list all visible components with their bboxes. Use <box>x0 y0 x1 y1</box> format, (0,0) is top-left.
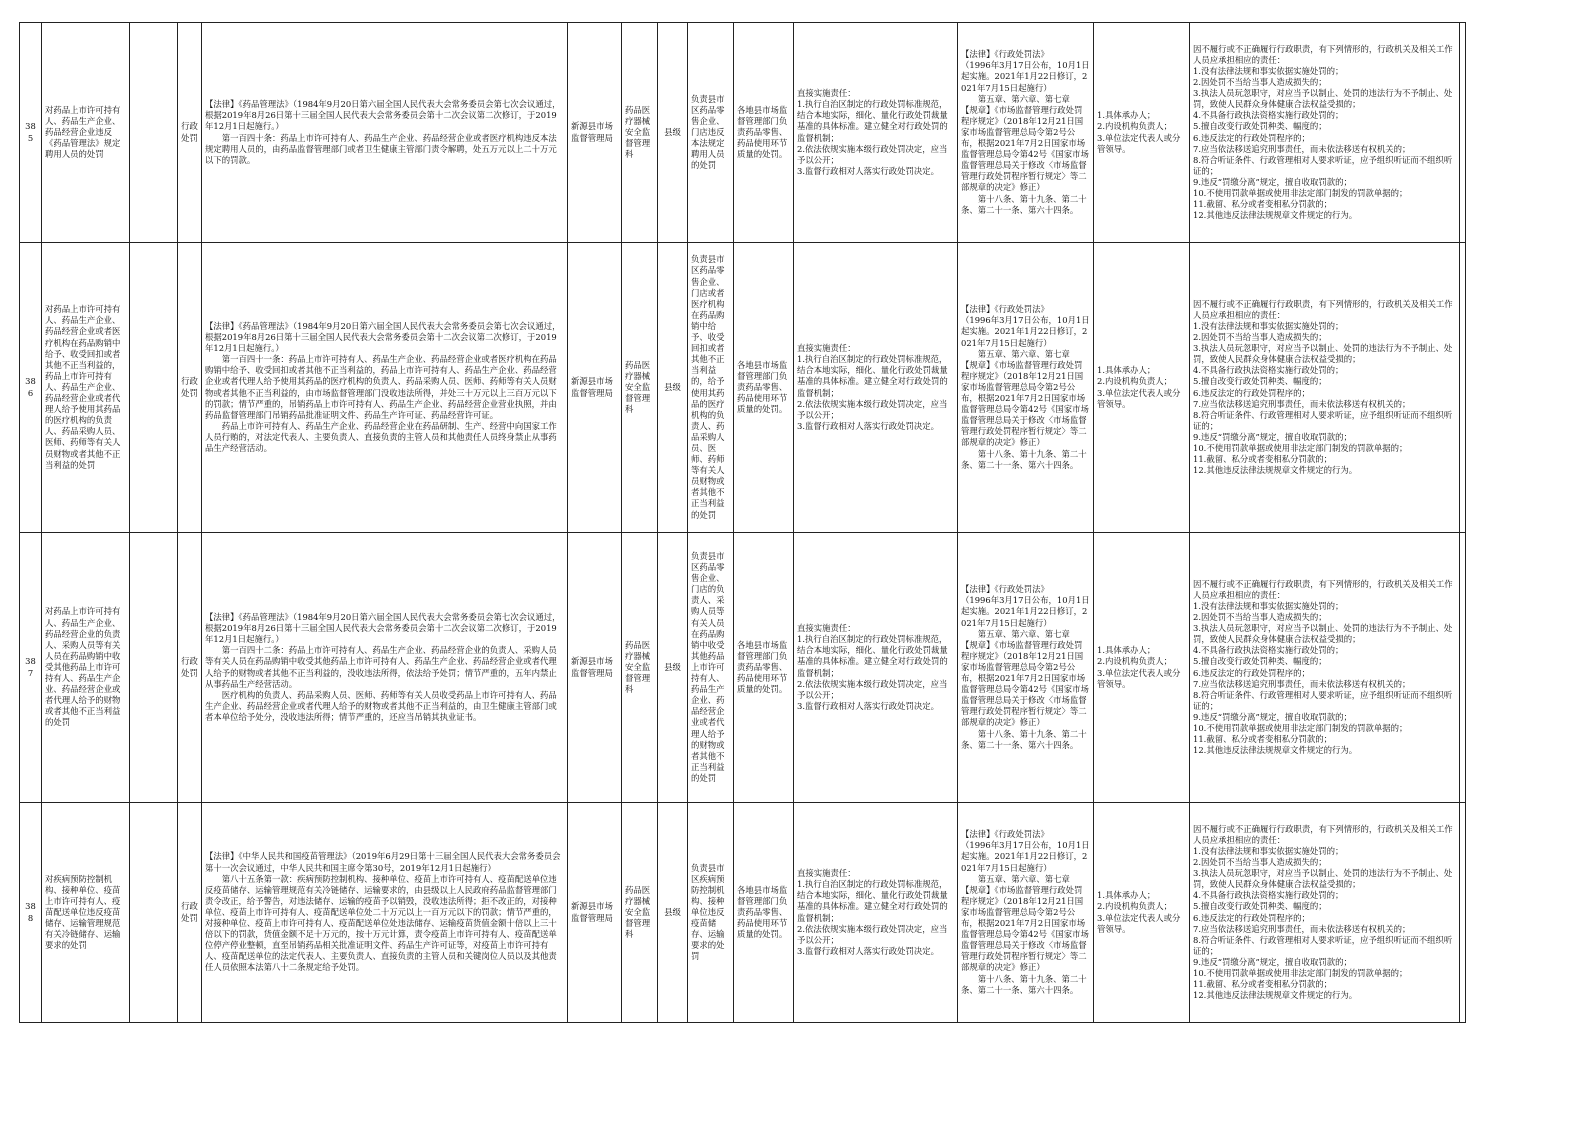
direct-responsibility: 直接实施责任： 1.执行自治区制定的行政处罚标准规范，结合本地实际，细化、量化行政处罚裁量基准的具体标准。建立健全对行政处罚的监督机制； 2.依法依规实施本级行政处罚决定，应当予以公开； 3.监督行政相对人落实行政处罚决定。 <box>794 533 958 803</box>
item-category: 行政处罚 <box>178 243 202 533</box>
liability-items: 因不履行或不正确履行行政职责，有下列情形的，行政机关及相关工作人员应承担相应的责任： 1.没有法律法规和事实依据实施处罚的； 2.因处罚不当给当事人造成损失的； 3.执法人员玩忽职守，对应当予以制止、处罚的违法行为不予制止、处罚，致使人民群众身体健康合法权益受损的； 4.不具备行政执法资格实施行政处罚的； 5.擅自改变行政处罚种类、幅度的； 6.违反法定的行政处罚程序的； 7.应当依法移送追究刑事责任，而未依法移送有权机关的； 8.符合听证条件、行政管理相对人要求听证，应予组织听证而不组织听证的； 9.违反“罚缴分离”规定，擅自收取罚款的； 10.不使用罚款单据或使用非法定部门制发的罚款单据的； 11.截留、私分或者变相私分罚款的； 12.其他违反法律法规规章文件规定的行为。 <box>1190 243 1460 533</box>
remark <box>1460 533 1466 803</box>
sub-item <box>130 243 178 533</box>
town-duty: 各地县市场监督管理部门负责药品零售、药品使用环节质量的处罚。 <box>734 243 794 533</box>
responsible-persons: 1.具体承办人； 2.内设机构负责人； 3.单位法定代表人或分管领导。 <box>1094 803 1190 1023</box>
row-number: 388 <box>20 803 42 1023</box>
implementing-subject: 新源县市场监督管理局 <box>568 23 622 243</box>
admin-level: 县级 <box>658 803 688 1023</box>
implementing-subject: 新源县市场监督管理局 <box>568 803 622 1023</box>
liability-items: 因不履行或不正确履行行政职责，有下列情形的，行政机关及相关工作人员应承担相应的责任： 1.没有法律法规和事实依据实施处罚的； 2.因处罚不当给当事人造成损失的； 3.执法人员玩忽职守，对应当予以制止、处罚的违法行为不予制止、处罚，致使人民群众身体健康合法权益受损的； 4.不具备行政执法资格实施行政处罚的； 5.擅自改变行政处罚种类、幅度的； 6.违反法定的行政处罚程序的； 7.应当依法移送追究刑事责任，而未依法移送有权机关的； 8.符合听证条件、行政管理相对人要求听证，应予组织听证而不组织听证的； 9.违反“罚缴分离”规定，擅自收取罚款的； 10.不使用罚款单据或使用非法定部门制发的罚款单据的； 11.截留、私分或者变相私分罚款的； 12.其他违反法律法规规章文件规定的行为。 <box>1190 533 1460 803</box>
responsibility-law: 【法律】《行政处罚法》 （1996年3月17日公布，10月1日起实施。2021年1月22日修订，2021年7月15日起施行） 第五章、第六章、第七章 【规章】《市场监督管理行政处罚程序规定》（2018年12月21日国家市场监督管理总局令第2号公布，根据2021年7月2日国家市场监督管理总局令第42号《国家市场监督管理总局关于修改〈市场监督管理行政处罚程序暂行规定〉等二部规章的决定》修正） 第十八条、第十九条、第二十条、第二十一条、第六十四条。 <box>958 243 1094 533</box>
responsible-persons: 1.具体承办人； 2.内设机构负责人； 3.单位法定代表人或分管领导。 <box>1094 23 1190 243</box>
legal-basis: 【法律】《药品管理法》（1984年9月20日第六届全国人民代表大会常务委员会第七次会议通过，根据2019年8月26日第十三届全国人民代表大会常务委员会第十二次会议第二次修订，于2019年12月1日起施行。） 第一百四十二条：药品上市许可持有人、药品生产企业、药品经营企业的负责人、采购人员等有关人员在药品购销中收受其他药品上市许可持有人、药品生产企业、药品经营企业或者代理人给予的财物或者其他不正当利益的，没收违法所得，依法给予处罚；情节严重的，五年内禁止从事药品生产经营活动。 医疗机构的负责人、药品采购人员、医师、药师等有关人员收受药品上市许可持有人、药品生产企业、药品经营企业或者代理人给予的财物或者其他不正当利益的，由卫生健康主管部门或者本单位给予处分，没收违法所得；情节严重的，还应当吊销其执业证书。 <box>202 533 568 803</box>
responsible-dept: 药品医疗器械安全监督管理科 <box>622 533 658 803</box>
direct-responsibility: 直接实施责任： 1.执行自治区制定的行政处罚标准规范，结合本地实际，细化、量化行政处罚裁量基准的具体标准。建立健全对行政处罚的监督机制； 2.依法依规实施本级行政处罚决定，应当予以公开； 3.监督行政相对人落实行政处罚决定。 <box>794 803 958 1023</box>
direct-responsibility: 直接实施责任： 1.执行自治区制定的行政处罚标准规范，结合本地实际，细化、量化行政处罚裁量基准的具体标准。建立健全对行政处罚的监督机制； 2.依法依规实施本级行政处罚决定，应当予以公开； 3.监督行政相对人落实行政处罚决定。 <box>794 243 958 533</box>
table-row <box>20 23 1466 243</box>
responsible-persons: 1.具体承办人； 2.内设机构负责人； 3.单位法定代表人或分管领导。 <box>1094 533 1190 803</box>
item-category: 行政处罚 <box>178 533 202 803</box>
remark <box>1460 243 1466 533</box>
responsibility-law: 【法律】《行政处罚法》 （1996年3月17日公布，10月1日起实施。2021年1月22日修订，2021年7月15日起施行） 第五章、第六章、第七章 【规章】《市场监督管理行政处罚程序规定》（2018年12月21日国家市场监督管理总局令第2号公布，根据2021年7月2日国家市场监督管理总局令第42号《国家市场监督管理总局关于修改〈市场监督管理行政处罚程序暂行规定〉等二部规章的决定》修正） 第十八条、第十九条、第二十条、第二十一条、第六十四条。 <box>958 803 1094 1023</box>
responsibility-law: 【法律】《行政处罚法》 （1996年3月17日公布，10月1日起实施。2021年1月22日修订，2021年7月15日起施行） 第五章、第六章、第七章 【规章】《市场监督管理行政处罚程序规定》（2018年12月21日国家市场监督管理总局令第2号公布，根据2021年7月2日国家市场监督管理总局令第42号《国家市场监督管理总局关于修改〈市场监督管理行政处罚程序暂行规定〉等二部规章的决定》修正） 第十八条、第十九条、第二十条、第二十一条、第六十四条。 <box>958 533 1094 803</box>
legal-basis: 【法律】《药品管理法》（1984年9月20日第六届全国人民代表大会常务委员会第七次会议通过，根据2019年8月26日第十三届全国人民代表大会常务委员会第十二次会议第二次修订，于2019年12月1日起施行。） 第一百四十一条：药品上市许可持有人、药品生产企业、药品经营企业或者医疗机构在药品购销中给予、收受回扣或者其他不正当利益的，药品上市许可持有人、药品生产企业、药品经营企业或者代理人给予使用其药品的医疗机构的负责人、药品采购人员、医师、药师等有关人员财物或者其他不正当利益的，由市场监督管理部门没收违法所得，并处三十万元以上三百万元以下的罚款；情节严重的，吊销药品上市许可持有人、药品生产企业、药品经营企业营业执照，并由药品监督管理部门吊销药品批准证明文件、药品生产许可证、药品经营许可证。 药品上市许可持有人、药品生产企业、药品经营企业在药品研制、生产、经营中向国家工作人员行贿的，对法定代表人、主要负责人、直接负责的主管人员和其他责任人员终身禁止从事药品生产经营活动。 <box>202 243 568 533</box>
item-category: 行政处罚 <box>178 23 202 243</box>
responsibility-table <box>19 22 1466 1023</box>
responsible-dept: 药品医疗器械安全监督管理科 <box>622 23 658 243</box>
admin-level: 县级 <box>658 533 688 803</box>
item-name: 对药品上市许可持有人、药品生产企业、药品经营企业或者医疗机构在药品购销中给予、收受回扣或者其他不正当利益的，药品上市许可持有人、药品生产企业、药品经营企业或者代理人给予使用其药品的医疗机构的负责人、药品采购人员、医师、药师等有关人员财物或者其他不正当利益的处罚 <box>42 243 130 533</box>
liability-items: 因不履行或不正确履行行政职责，有下列情形的，行政机关及相关工作人员应承担相应的责任： 1.没有法律法规和事实依据实施处罚的； 2.因处罚不当给当事人造成损失的； 3.执法人员玩忽职守，对应当予以制止、处罚的违法行为不予制止、处罚，致使人民群众身体健康合法权益受损的； 4.不具备行政执法资格实施行政处罚的； 5.擅自改变行政处罚种类、幅度的； 6.违反法定的行政处罚程序的； 7.应当依法移送追究刑事责任，而未依法移送有权机关的； 8.符合听证条件、行政管理相对人要求听证，应予组织听证而不组织听证的； 9.违反“罚缴分离”规定，擅自收取罚款的； 10.不使用罚款单据或使用非法定部门制发的罚款单据的； 11.截留、私分或者变相私分罚款的； 12.其他违反法律法规规章文件规定的行为。 <box>1190 803 1460 1023</box>
implementing-subject: 新源县市场监督管理局 <box>568 533 622 803</box>
sub-item <box>130 803 178 1023</box>
town-duty: 各地县市场监督管理部门负责药品零售、药品使用环节质量的处罚。 <box>734 533 794 803</box>
item-name: 对药品上市许可持有人、药品生产企业、药品经营企业违反《药品管理法》规定聘用人员的处罚 <box>42 23 130 243</box>
county-duty: 负责县市区药品零售企业、门店违反本法规定聘用人员的处罚 <box>688 23 734 243</box>
row-number: 387 <box>20 533 42 803</box>
table-row <box>20 243 1466 533</box>
item-name: 对疾病预防控制机构、接种单位、疫苗上市许可持有人、疫苗配送单位违反疫苗储存、运输管理规范有关冷链储存、运输要求的处罚 <box>42 803 130 1023</box>
admin-level: 县级 <box>658 23 688 243</box>
responsible-dept: 药品医疗器械安全监督管理科 <box>622 803 658 1023</box>
sub-item <box>130 533 178 803</box>
responsibility-law: 【法律】《行政处罚法》 （1996年3月17日公布，10月1日起实施。2021年1月22日修订，2021年7月15日起施行） 第五章、第六章、第七章 【规章】《市场监督管理行政处罚程序规定》（2018年12月21日国家市场监督管理总局令第2号公布，根据2021年7月2日国家市场监督管理总局令第42号《国家市场监督管理总局关于修改〈市场监督管理行政处罚程序暂行规定〉等二部规章的决定》修正） 第十八条、第十九条、第二十条、第二十一条、第六十四条。 <box>958 23 1094 243</box>
direct-responsibility: 直接实施责任： 1.执行自治区制定的行政处罚标准规范，结合本地实际，细化、量化行政处罚裁量基准的具体标准。建立健全对行政处罚的监督机制； 2.依法依规实施本级行政处罚决定，应当予以公开； 3.监督行政相对人落实行政处罚决定。 <box>794 23 958 243</box>
remark <box>1460 23 1466 243</box>
admin-level: 县级 <box>658 243 688 533</box>
legal-basis: 【法律】《药品管理法》（1984年9月20日第六届全国人民代表大会常务委员会第七次会议通过，根据2019年8月26日第十三届全国人民代表大会常务委员会第十二次会议第二次修订，于2019年12月1日起施行。） 第一百四十条：药品上市许可持有人、药品生产企业、药品经营企业或者医疗机构违反本法规定聘用人员的，由药品监督管理部门或者卫生健康主管部门责令解聘，处五万元以上二十万元以下的罚款。 <box>202 23 568 243</box>
county-duty: 负责县市区疾病预防控制机构、接种单位违反疫苗储存、运输要求的处罚 <box>688 803 734 1023</box>
responsible-persons: 1.具体承办人； 2.内设机构负责人； 3.单位法定代表人或分管领导。 <box>1094 243 1190 533</box>
county-duty: 负责县市区药品零售企业、门店的负责人、采购人员等有关人员在药品购销中收受其他药品上市许可持有人、药品生产企业、药品经营企业或者代理人给予的财物或者其他不正当利益的处罚 <box>688 533 734 803</box>
item-category: 行政处罚 <box>178 803 202 1023</box>
sub-item <box>130 23 178 243</box>
legal-basis: 【法律】《中华人民共和国疫苗管理法》（2019年6月29日第十三届全国人民代表大会常务委员会第十一次会议通过，中华人民共和国主席令第30号，2019年12月1日起施行） 第八十五条第一款：疾病预防控制机构、接种单位、疫苗上市许可持有人、疫苗配送单位违反疫苗储存、运输管理规范有关冷链储存、运输要求的，由县级以上人民政府药品监督管理部门责令改正，给予警告，对违法储存、运输的疫苗予以销毁，没收违法所得；拒不改正的，对接种单位、疫苗上市许可持有人、疫苗配送单位处二十万元以上一百万元以下的罚款；情节严重的，对接种单位、疫苗上市许可持有人、疫苗配送单位处违法储存、运输疫苗货值金额十倍以上三十倍以下的罚款，货值金额不足十万元的，按十万元计算，责令疫苗上市许可持有人、疫苗配送单位停产停业整顿，直至吊销药品相关批准证明文件、药品生产许可证等，对疫苗上市许可持有人、疫苗配送单位的法定代表人、主要负责人、直接负责的主管人员和关键岗位人员以及其他责任人员依照本法第八十二条规定给予处罚。 <box>202 803 568 1023</box>
implementing-subject: 新源县市场监督管理局 <box>568 243 622 533</box>
table-row <box>20 533 1466 803</box>
row-number: 386 <box>20 243 42 533</box>
table-row <box>20 803 1466 1023</box>
liability-items: 因不履行或不正确履行行政职责，有下列情形的，行政机关及相关工作人员应承担相应的责任： 1.没有法律法规和事实依据实施处罚的； 2.因处罚不当给当事人造成损失的； 3.执法人员玩忽职守，对应当予以制止、处罚的违法行为不予制止、处罚，致使人民群众身体健康合法权益受损的； 4.不具备行政执法资格实施行政处罚的； 5.擅自改变行政处罚种类、幅度的； 6.违反法定的行政处罚程序的； 7.应当依法移送追究刑事责任，而未依法移送有权机关的； 8.符合听证条件、行政管理相对人要求听证，应予组织听证而不组织听证的； 9.违反“罚缴分离”规定，擅自收取罚款的； 10.不使用罚款单据或使用非法定部门制发的罚款单据的； 11.截留、私分或者变相私分罚款的； 12.其他违反法律法规规章文件规定的行为。 <box>1190 23 1460 243</box>
town-duty: 各地县市场监督管理部门负责药品零售、药品使用环节质量的处罚。 <box>734 803 794 1023</box>
responsible-dept: 药品医疗器械安全监督管理科 <box>622 243 658 533</box>
county-duty: 负责县市区药品零售企业、门店或者医疗机构在药品购销中给予、收受回扣或者其他不正当利益的，给予使用其药品的医疗机构的负责人、药品采购人员、医师、药师等有关人员财物或者其他不正当利益的处罚 <box>688 243 734 533</box>
remark <box>1460 803 1466 1023</box>
item-name: 对药品上市许可持有人、药品生产企业、药品经营企业的负责人、采购人员等有关人员在药品购销中收受其他药品上市许可持有人、药品生产企业、药品经营企业或者代理人给予的财物或者其他不正当利益的处罚 <box>42 533 130 803</box>
town-duty: 各地县市场监督管理部门负责药品零售、药品使用环节质量的处罚。 <box>734 23 794 243</box>
row-number: 385 <box>20 23 42 243</box>
